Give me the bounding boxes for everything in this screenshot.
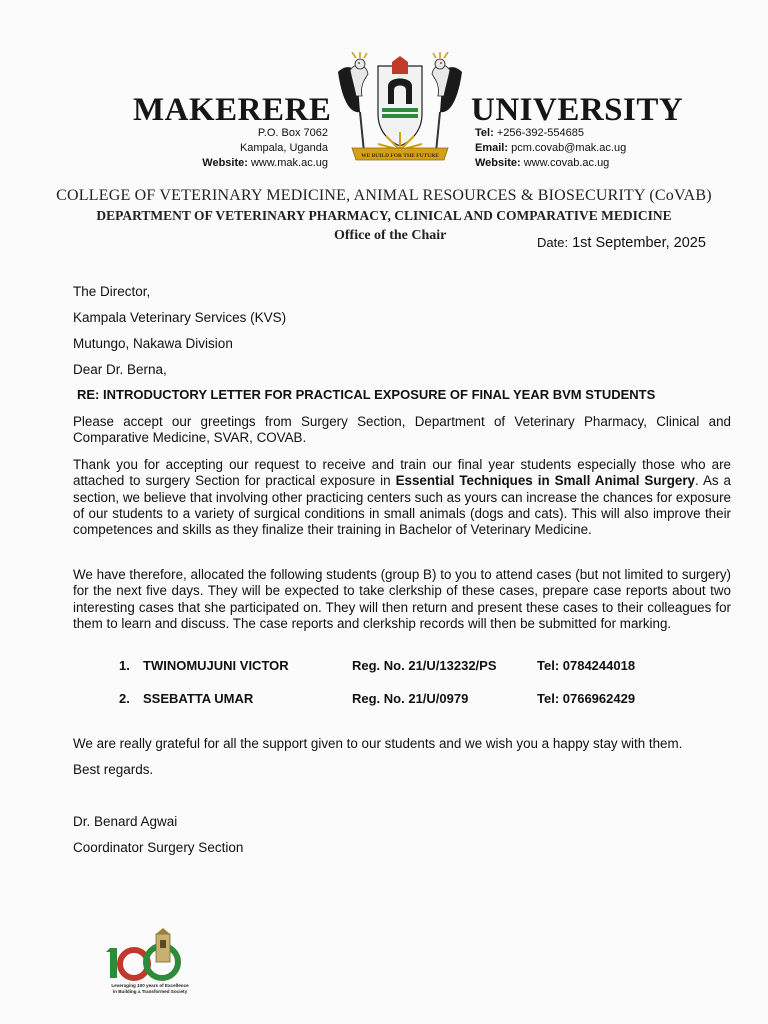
logo-tagline: Leveraging 100 years of Excellence [111,983,189,988]
student-number: 2. [119,691,130,706]
letter-date: Date: 1st September, 2025 [537,235,706,251]
department-name: DEPARTMENT OF VETERINARY PHARMACY, CLINICAL AND COMPARATIVE MEDICINE [96,208,672,223]
paragraph: We have therefore, allocated the following students (group B) to you to attend cases (but not limited to surgery) for the next five days. They will be expected to take clerkship of these cases, prepare case reports about two interesting cases that she participated on. They will then return and present these cases to their colleagues for them to learn and discuss. The case reports and clerkship records will then be submitted for marking. [73,567,731,631]
centenary-logo-icon [100,928,200,1000]
salutation: Dear Dr. Berna, [73,362,167,377]
university-name-left: MAKERERE [133,92,332,128]
logo-tagline: in Building a Transformed Society [112,989,188,994]
addressee-line: Kampala Veterinary Services (KVS) [73,310,287,325]
paragraph: Please accept our greetings from Surgery Section, Department of Veterinary Pharmacy, Clinical and Comparative Medicine, SVAR, COVAB. [73,414,731,446]
college-name: COLLEGE OF VETERINARY MEDICINE, ANIMAL RESOURCES & BIOSECURITY (CoVAB) [56,187,712,204]
paragraph: We are really grateful for all the support given to our students and we wish you a happy stay with them. [73,736,683,751]
student-tel: Tel: 0784244018 [537,658,636,673]
address-line: Kampala, Uganda [239,142,328,154]
address-line: P.O. Box 7062 [257,127,328,139]
website-right: Website: www.covab.ac.ug [475,157,610,169]
address-left [202,126,328,171]
student-name: SSEBATTA UMAR [143,691,254,706]
address-right [475,126,626,171]
office-title: Office of the Chair [334,228,447,243]
email-line: Email: pcm.covab@mak.ac.ug [475,142,627,154]
website-left: Website: www.mak.ac.ug [202,157,328,169]
student-reg: Reg. No. 21/U/0979 [352,691,469,706]
student-tel: Tel: 0766962429 [537,691,636,706]
university-crest-icon [330,52,470,170]
student-name: TWINOMUJUNI VICTOR [143,658,289,673]
signatory-title: Coordinator Surgery Section [73,840,244,855]
crane-right-icon [432,52,462,152]
subject-line: RE: INTRODUCTORY LETTER FOR PRACTICAL EXPOSURE OF FINAL YEAR BVM STUDENTS [77,387,656,402]
signatory-name: Dr. Benard Agwai [73,814,178,829]
addressee-line: Mutungo, Nakawa Division [73,336,233,351]
addressee-line: The Director, [73,284,151,299]
student-number: 1. [119,658,130,673]
tel-line: Tel: +256-392-554685 [475,127,584,139]
motto-text: WE BUILD FOR THE FUTURE [361,153,439,159]
student-reg: Reg. No. 21/U/13232/PS [352,658,497,673]
paragraph: Thank you for accepting our request to receive and train our final year students especially those who are attached to surgery Section for practical exposure in Essential Techniques in Small Animal Surgery. As a section, we believe that involving other practicing centers such as yours can increase the chances for exposure of our students to a variety of surgical conditions in small animals (dogs and cats). This will also improve their competences and skills as they finalize their training in Bachelor of Veterinary Medicine. [73,457,731,538]
crane-left-icon [338,52,368,152]
university-name-right: UNIVERSITY [471,92,684,128]
closing: Best regards. [73,762,154,777]
